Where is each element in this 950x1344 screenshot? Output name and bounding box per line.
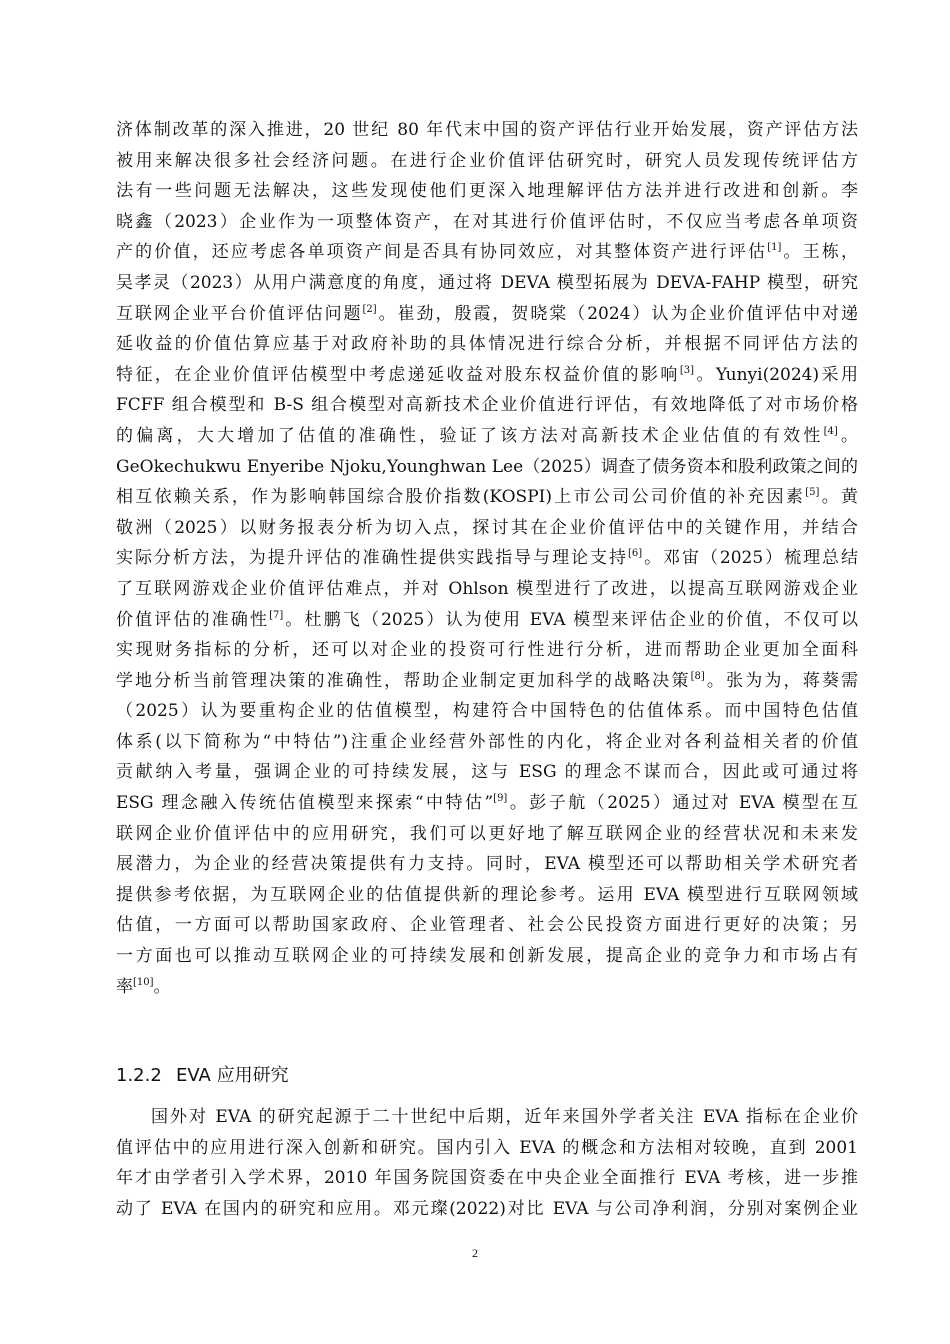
- text-line: 法有一些问题无法解决，这些发现使他们更深入地理解评估方法并进行改进和创新。李: [116, 181, 858, 202]
- text-line: 国外对 EVA 的研究起源于二十世纪中后期，近年来国外学者关注 EVA 指标在企业价: [151, 1107, 858, 1127]
- text-line: 学地分析当前管理决策的准确性，帮助企业制定更加科学的战略决策[8]。张为为，蒋葵需: [116, 670, 859, 691]
- text-line: （2025）认为要重构企业的估值模型，构建符合中国特色的估值体系。而中国特色估值: [116, 701, 858, 722]
- citation-ref: [7]: [269, 609, 284, 621]
- text-line: 值评估中的应用进行深入创新和研究。国内引入 EVA 的概念和方法相对较晚，直到 2001: [116, 1137, 858, 1158]
- body-paragraph: [116, 115, 858, 1002]
- text-line: 一方面也可以推动互联网企业的可持续发展和创新发展，提高企业的竞争力和市场占有: [116, 946, 858, 967]
- citation-ref: [5]: [805, 487, 820, 499]
- text-line: 被用来解决很多社会经济问题。在进行企业价值评估研究时，研究人员发现传统评估方: [116, 150, 858, 171]
- section-title: EVA 应用研究: [176, 1065, 289, 1086]
- text-line: 晓鑫（2023）企业作为一项整体资产，在对其进行价值评估时，不仅应当考虑各单项资: [116, 211, 858, 232]
- citation-ref: [6]: [627, 548, 643, 560]
- text-line: 互联网企业平台价值评估问题[2]。崔劲，殷霞，贺晓棠（2024）认为企业价值评估中对递: [116, 303, 859, 324]
- section-paragraph: [116, 1102, 858, 1224]
- section-number: 1.2.2: [116, 1065, 162, 1086]
- text-line: 估值，一方面可以帮助国家政府、企业管理者、社会公民投资方面进行更好的决策；另: [116, 915, 858, 936]
- citation-ref: [8]: [690, 670, 705, 682]
- text-line: 价值评估的准确性[7]。杜鹏飞（2025）认为使用 EVA 模型来评估企业的价值，不仅可以: [116, 609, 859, 630]
- citation-ref: [2]: [362, 303, 377, 315]
- citation-ref: [9]: [493, 793, 508, 805]
- text-line: 贡献纳入考量，强调企业的可持续发展，这与 ESG 的理念不谋而合，因此或可通过将: [116, 762, 858, 783]
- text-line: GeOkechukwu Enyeribe Njoku,Younghwan Lee（2025）调查了债务资本和股利政策之间的: [116, 456, 858, 477]
- citation-ref: [3]: [679, 364, 695, 376]
- text-line: FCFF 组合模型和 B-S 组合模型对高新技术企业价值进行评估，有效地降低了对市场价格: [116, 395, 858, 416]
- text-line: 提供参考依据，为互联网企业的估值提供新的理论参考。运用 EVA 模型进行互联网领域: [116, 884, 858, 905]
- text-line: 吴孝灵（2023）从用户满意度的角度，通过将 DEVA 模型拓展为 DEVA-FAHP 模型，研究: [116, 272, 858, 293]
- text-line: 联网企业价值评估中的应用研究，我们可以更好地了解互联网企业的经营状况和未来发: [116, 823, 858, 844]
- text-line: 了互联网游戏企业价值评估难点，并对 Ohlson 模型进行了改进，以提高互联网游戏企业: [116, 578, 858, 599]
- citation-ref: [10]: [133, 976, 154, 988]
- text-line: 敬洲（2025）以财务报表分析为切入点，探讨其在企业价值评估中的关键作用，并结合: [116, 517, 858, 538]
- citation-ref: [1]: [767, 242, 782, 254]
- section-heading: [116, 1063, 289, 1089]
- text-line: 实际分析方法，为提升评估的准确性提供实践指导与理论支持[6]。邓宙（2025）梳理总结: [116, 548, 859, 569]
- text-line: 济体制改革的深入推进，20 世纪 80 年代末中国的资产评估行业开始发展，资产评估方法: [116, 120, 858, 140]
- text-line: ESG 理念融入传统估值模型来探索“中特估”[9]。彭子航（2025）通过对 EVA 模型在互: [116, 793, 858, 814]
- text-line: 体系(以下简称为“中特估”)注重企业经营外部性的内化，将企业对各利益相关者的价值: [116, 731, 858, 752]
- text-line: 展潜力，为企业的经营决策提供有力支持。同时，EVA 模型还可以帮助相关学术研究者: [116, 854, 858, 875]
- citation-ref: [4]: [823, 425, 838, 437]
- text-line: 相互依赖关系，作为影响韩国综合股价指数(KOSPI)上市公司公司价值的补充因素[5]。黄: [116, 487, 858, 508]
- text-line: 的偏离，大大增加了估值的准确性，验证了该方法对高新技术企业估值的有效性[4]。: [116, 425, 858, 446]
- text-line: 率[10]。: [116, 976, 171, 997]
- text-line: 年才由学者引入学术界，2010 年国务院国资委在中央企业全面推行 EVA 考核，进一步推: [116, 1168, 858, 1189]
- text-line: 产的价值，还应考虑各单项资产间是否具有协同效应，对其整体资产进行评估[1]。王栋，: [116, 242, 859, 263]
- text-line: 实现财务指标的分析，还可以对企业的投资可行性进行分析，进而帮助企业更加全面科: [116, 640, 858, 661]
- text-line: 特征，在企业价值评估模型中考虑递延收益对股东权益价值的影响[3]。Yunyi(2024)采用: [116, 364, 858, 385]
- text-line: 延收益的价值估算应基于对政府补助的具体情况进行综合分析，并根据不同评估方法的: [116, 334, 858, 355]
- page-number: 2: [472, 1246, 478, 1260]
- text-line: 动了 EVA 在国内的研究和应用。邓元璨(2022)对比 EVA 与公司净利润，分别对案例企业: [116, 1198, 858, 1219]
